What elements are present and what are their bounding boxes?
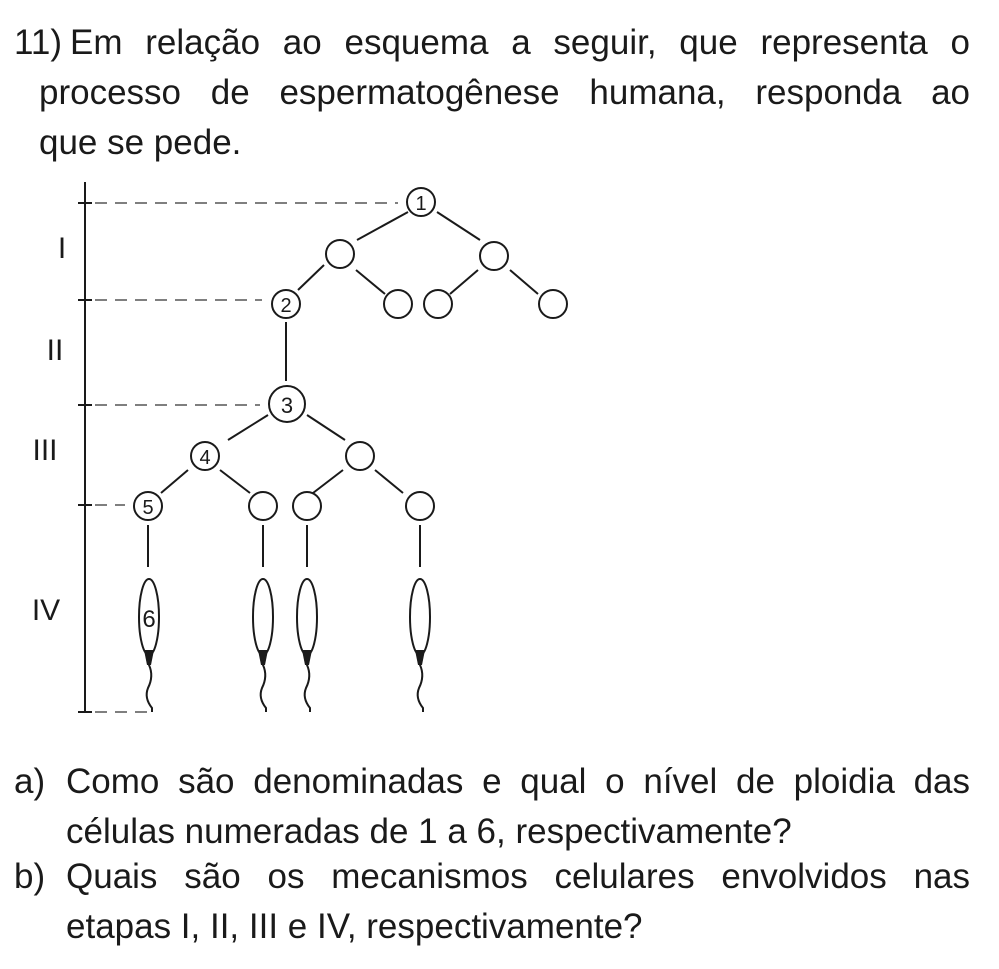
item-b-label: b) (14, 857, 46, 896)
question-number: 11) (14, 23, 62, 62)
tree-connector (375, 470, 403, 493)
cell-circle (293, 492, 321, 520)
spermatozoon-midpiece (258, 650, 268, 665)
tree-connector (220, 470, 250, 493)
item-a-line1: Como são denominadas e qual o nível de ploidia das (66, 762, 970, 801)
cell-circle (384, 290, 412, 318)
cell-circle (539, 290, 567, 318)
question-text-line2: processo de espermatogênese humana, responda ao (39, 73, 970, 112)
spermatozoon (253, 579, 273, 655)
tree-connector (228, 415, 268, 440)
item-b (14, 852, 974, 952)
spermatozoon (297, 579, 317, 655)
cell-number-2: 2 (280, 295, 292, 317)
item-a-label: a) (14, 762, 46, 801)
item-a-line2: células numeradas de 1 a 6, respectivamente? (66, 812, 792, 851)
item-b-line2: etapas I, II, III e IV, respectivamente? (66, 907, 643, 946)
tree-connector (357, 212, 408, 240)
spermatozoon-midpiece (302, 650, 312, 665)
tree-connector (510, 270, 538, 294)
cell-number-4: 4 (199, 447, 211, 469)
stage-label-i: I (57, 232, 67, 265)
cell-number-3: 3 (280, 393, 294, 418)
cell-circle (406, 492, 434, 520)
cell-circle (249, 492, 277, 520)
tree-connector (307, 415, 345, 440)
stage-label-ii: II (46, 334, 64, 367)
cell-circle (346, 442, 374, 470)
cell-number-1: 1 (415, 193, 427, 215)
cell-number-5: 5 (142, 497, 154, 519)
cell-circle (424, 290, 452, 318)
stage-label-iii: III (32, 434, 58, 467)
tree-connector (437, 212, 480, 240)
tree-connector (313, 470, 343, 493)
cell-circle (326, 240, 354, 268)
tree-connector (298, 265, 324, 290)
item-a (14, 757, 974, 857)
stage-label-iv: IV (31, 594, 61, 627)
tree-connector (161, 470, 188, 493)
cell-circle (480, 242, 508, 270)
question-text-line3: que se pede. (39, 123, 242, 162)
item-b-line1: Quais são os mecanismos celulares envolvidos nas (66, 857, 970, 896)
cell-number-6: 6 (142, 606, 156, 633)
spermatozoon (410, 579, 430, 655)
question-text-line1: Em relação ao esquema a seguir, que representa o (70, 23, 970, 62)
spermatozoon-midpiece (144, 650, 154, 665)
tree-connector (450, 270, 478, 294)
tree-connector (356, 270, 385, 294)
spermatozoon-midpiece (415, 650, 425, 665)
